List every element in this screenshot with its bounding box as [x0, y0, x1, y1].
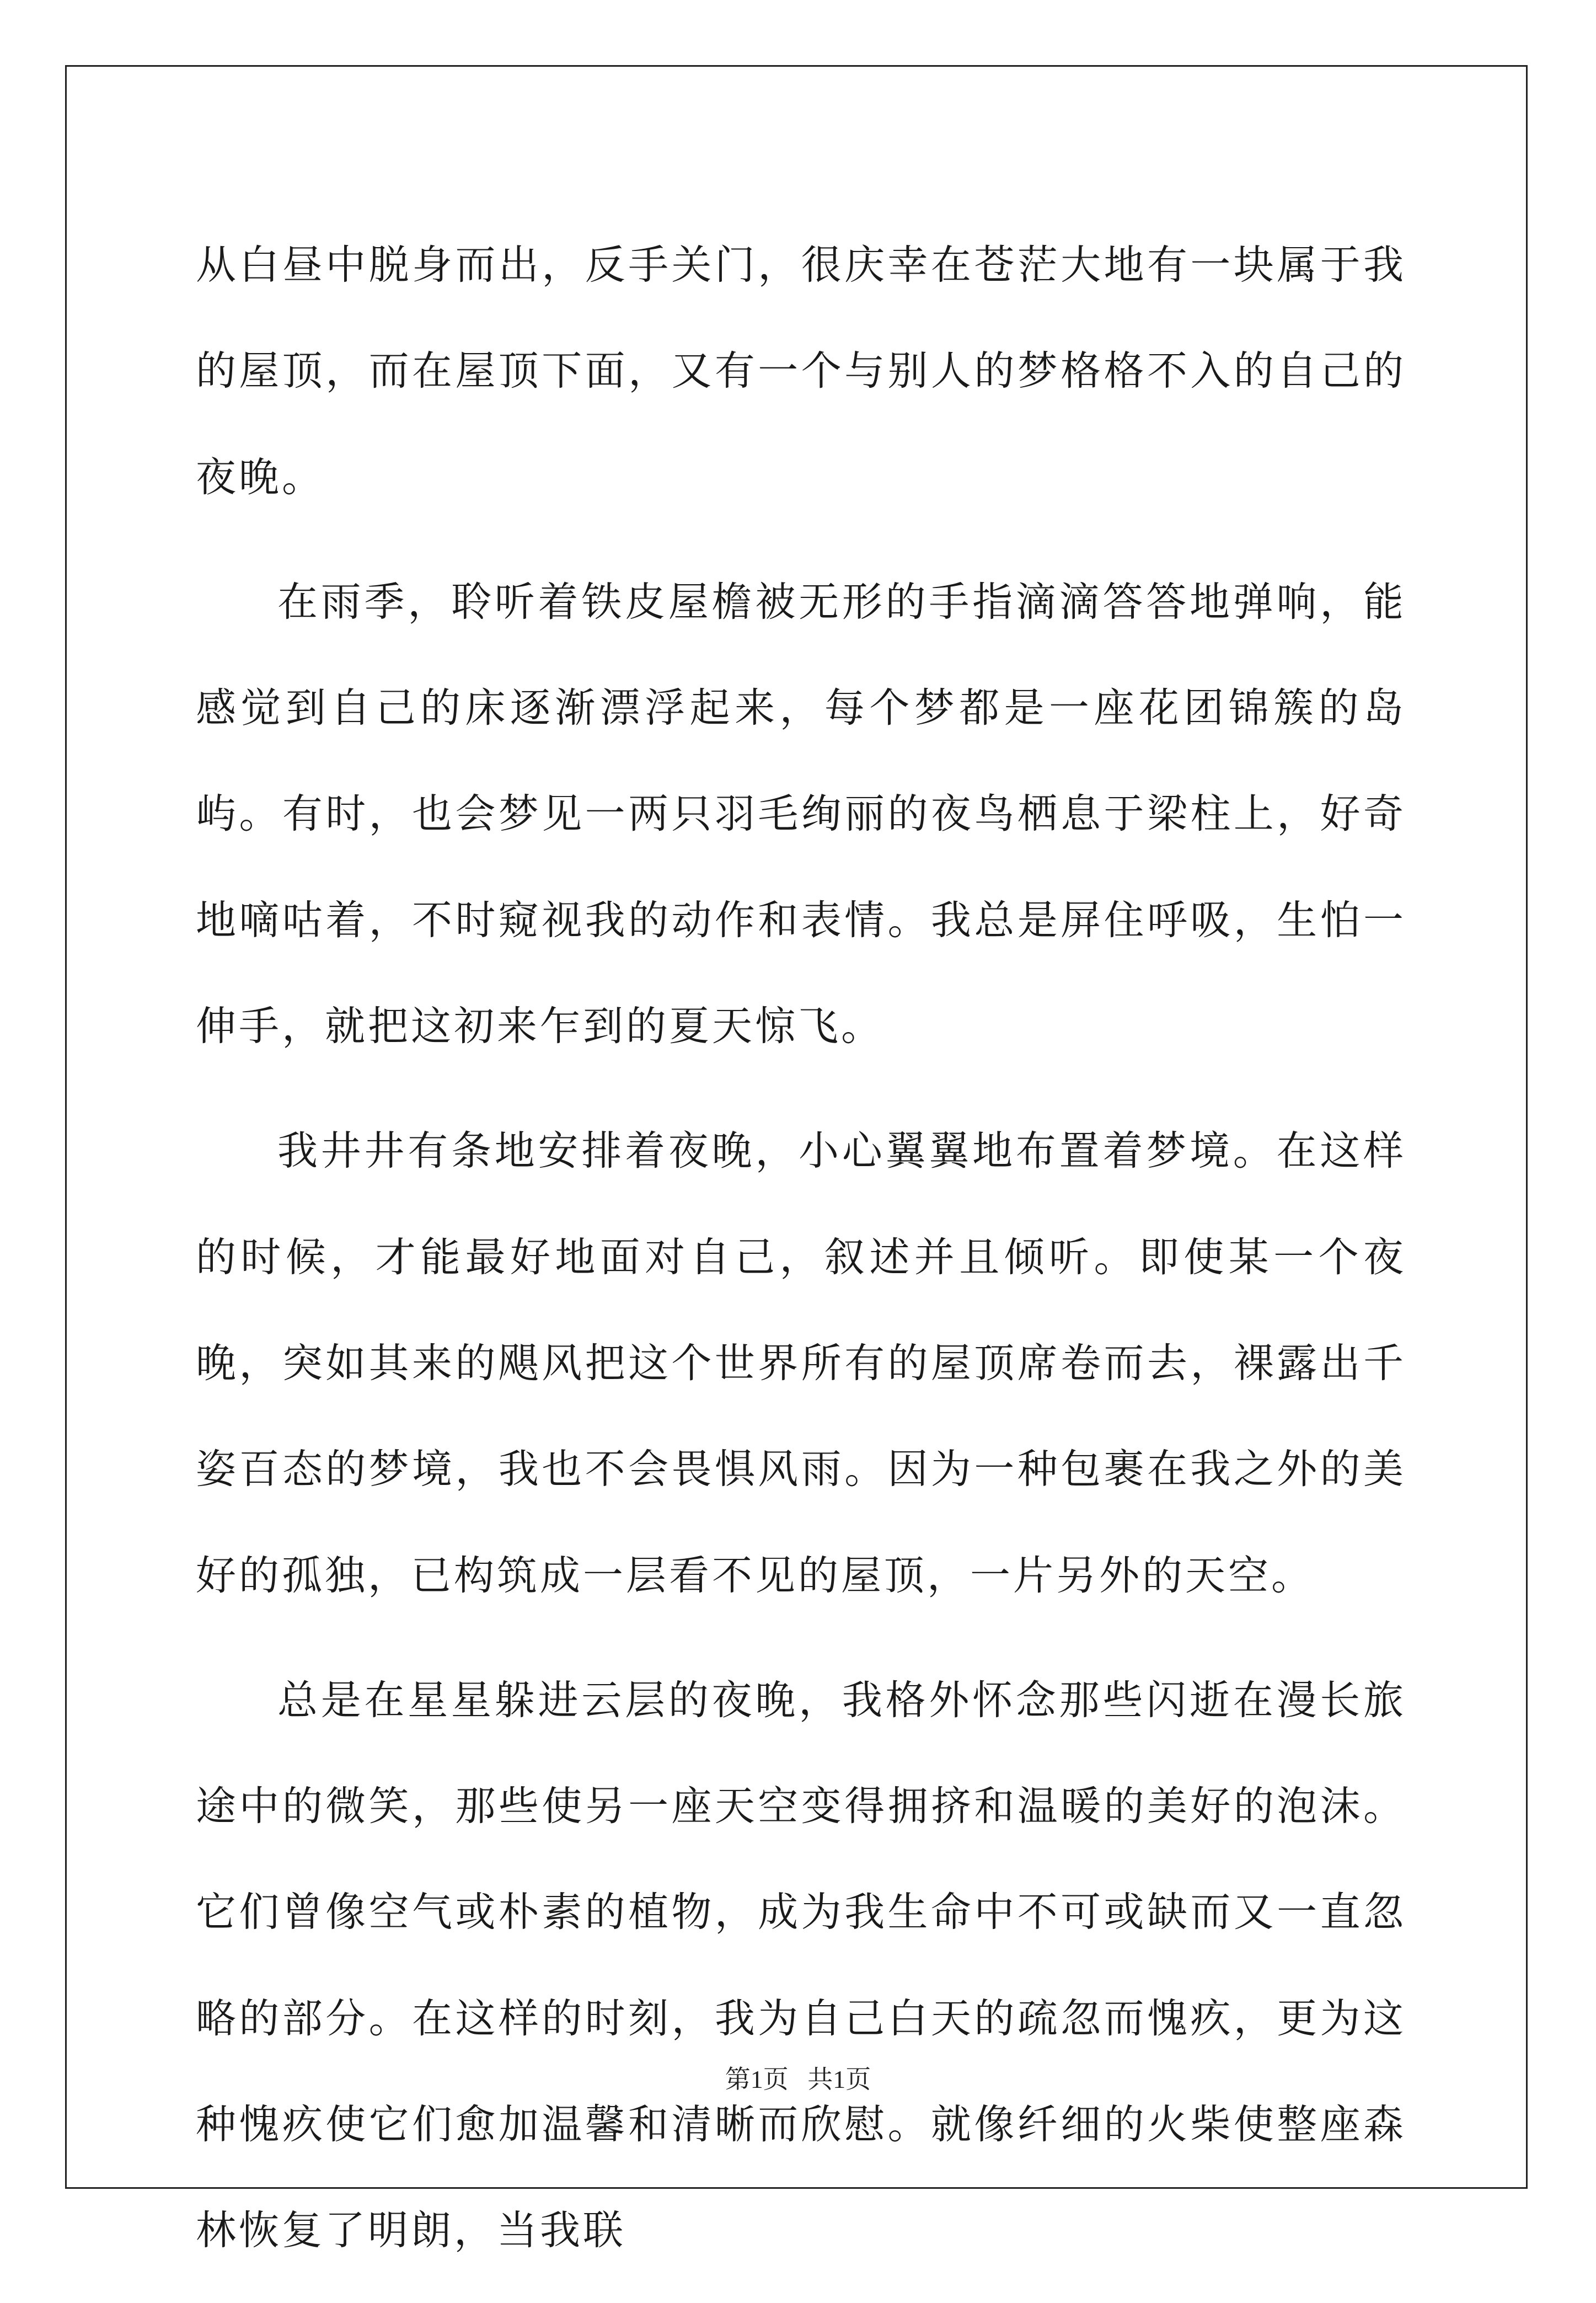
paragraph-3: 我井井有条地安排着夜晚，小心翼翼地布置着梦境。在这样的时候，才能最好地面对自己，叙述并且倾听。即使某一个夜晚，突如其来的飓风把这个世界所有的屋顶席卷而去，裸露出千姿百态的梦境，我也不会畏惧风雨。因为一种包裹在我之外的美好的孤独，已构筑成一层看不见的屋顶，一片另外的天空。 [196, 1128, 1406, 1599]
page-number-footer: 第1页 共1页 [725, 2065, 871, 2093]
paragraph-4: 总是在星星躲进云层的夜晚，我格外怀念那些闪逝在漫长旅途中的微笑，那些使另一座天空变得拥挤和温暖的美好的泡沫。它们曾像空气或朴素的植物，成为我生命中不可或缺而又一直忽略的部分。在这样的时刻，我为自己白天的疏忽而愧疚，更为这种愧疚使它们愈加温馨和清晰而欣慰。就像纤细的火柴使整座森林恢复了明朗，当我联 [196, 1676, 1406, 2254]
paragraph-2: 在雨季，聆听着铁皮屋檐被无形的手指滴滴答答地弹响，能感觉到自己的床逐渐漂浮起来，每个梦都是一座花团锦簇的岛屿。有时，也会梦见一两只羽毛绚丽的夜鸟栖息于梁柱上，好奇地嘀咕着，不时窥视我的动作和表情。我总是屏住呼吸，生怕一伸手，就把这初来乍到的夏天惊飞。 [196, 578, 1406, 1050]
document-body [196, 212, 1406, 2303]
paragraph-1: 从白昼中脱身而出，反手关门，很庆幸在苍茫大地有一块属于我的屋顶，而在屋顶下面，又有一个与别人的梦格格不入的自己的夜晚。 [196, 242, 1406, 501]
